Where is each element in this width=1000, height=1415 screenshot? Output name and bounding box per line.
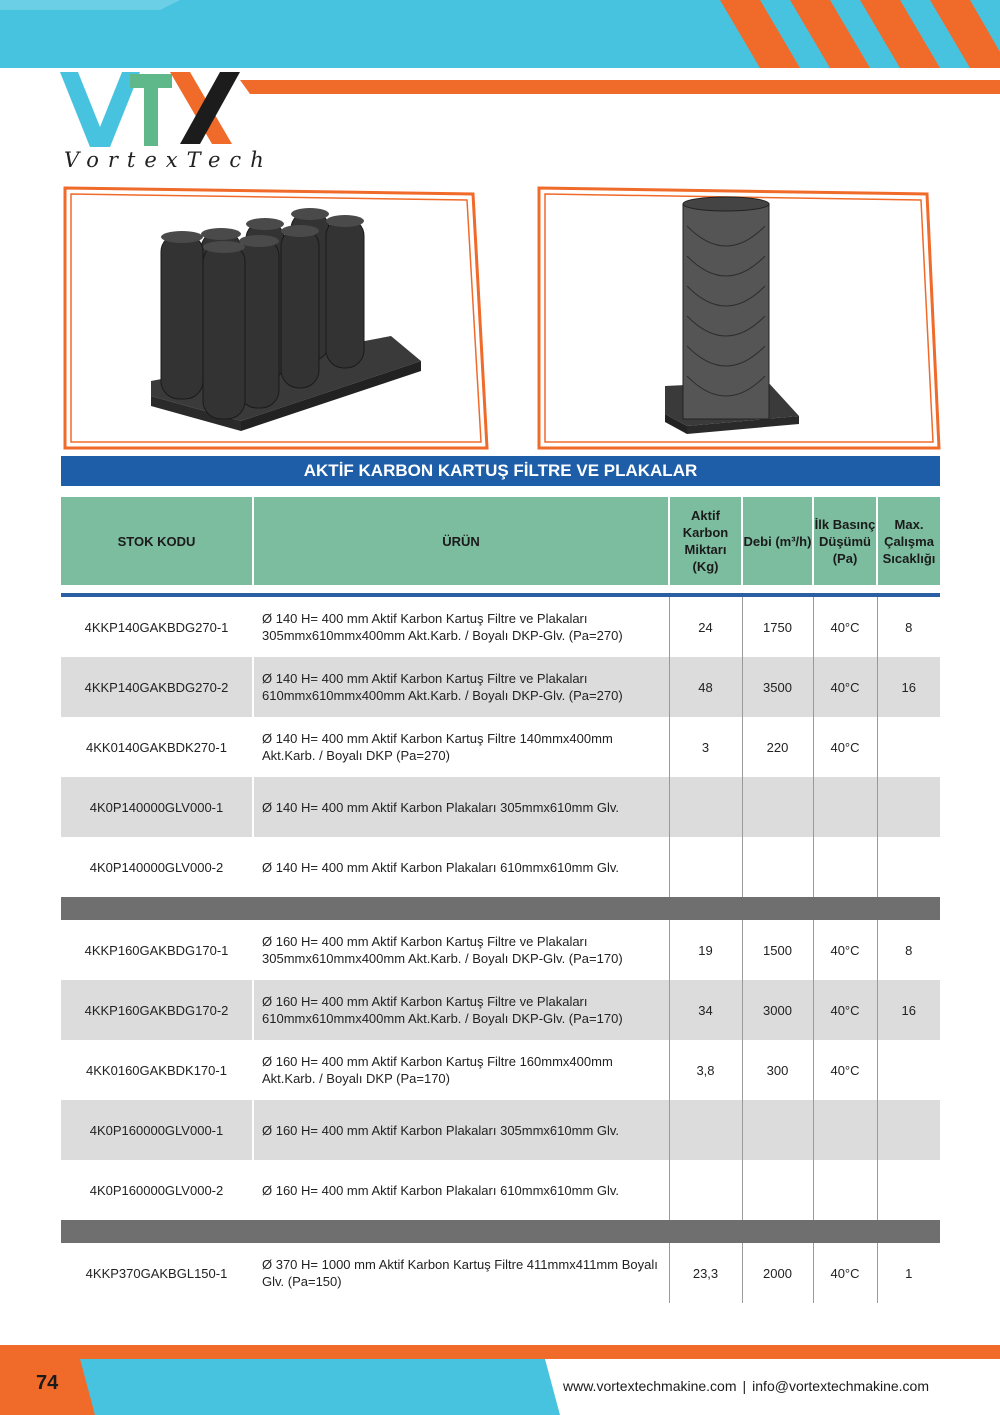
carbon-amount-cell: 23,3: [669, 1243, 742, 1303]
carbon-amount-cell: [669, 837, 742, 897]
flow-rate-cell: 3500: [742, 657, 813, 717]
group-divider-cell: [61, 1220, 940, 1243]
pressure-drop-cell: [813, 1160, 877, 1220]
stock-code-cell: 4K0P140000GLV000-1: [61, 777, 253, 837]
product-cell: Ø 160 H= 400 mm Aktif Karbon Kartuş Filtre ve Plakaları 610mmx610mmx400mm Akt.Karb. / Boyalı DKP-Glv. (Pa=170): [253, 980, 669, 1040]
product-cell: Ø 140 H= 400 mm Aktif Karbon Kartuş Filtre 140mmx400mm Akt.Karb. / Boyalı DKP (Pa=270): [253, 717, 669, 777]
pressure-drop-cell: 40°C: [813, 657, 877, 717]
pressure-drop-cell: 40°C: [813, 1040, 877, 1100]
carbon-amount-cell: 48: [669, 657, 742, 717]
max-temp-cell: 16: [877, 657, 940, 717]
table-header-row: [61, 497, 940, 585]
carbon-amount-cell: 3: [669, 717, 742, 777]
product-cell: Ø 160 H= 400 mm Aktif Karbon Plakaları 305mmx610mm Glv.: [253, 1100, 669, 1160]
flow-rate-cell: 220: [742, 717, 813, 777]
table-row: [61, 837, 940, 897]
product-cell: Ø 160 H= 400 mm Aktif Karbon Plakaları 610mmx610mm Glv.: [253, 1160, 669, 1220]
stock-code-cell: 4KKP140GAKBDG270-2: [61, 657, 253, 717]
header-pressure-drop: İlk Basınç Düşümü (Pa): [813, 497, 877, 585]
header-stock-code: STOK KODU: [61, 497, 253, 585]
max-temp-cell: [877, 777, 940, 837]
flow-rate-cell: 2000: [742, 1243, 813, 1303]
product-cell: Ø 140 H= 400 mm Aktif Karbon Plakaları 305mmx610mm Glv.: [253, 777, 669, 837]
carbon-amount-cell: [669, 1100, 742, 1160]
table-row: [61, 777, 940, 837]
flow-rate-cell: 300: [742, 1040, 813, 1100]
table-row: [61, 920, 940, 980]
vtx-logo-mark: [60, 72, 240, 147]
table-row: [61, 597, 940, 657]
section-title: AKTİF KARBON KARTUŞ FİLTRE VE PLAKALAR: [303, 461, 698, 480]
table-row: [61, 717, 940, 777]
carbon-amount-cell: [669, 777, 742, 837]
email-link[interactable]: info@vortextechmakine.com: [752, 1378, 929, 1394]
pressure-drop-cell: 40°C: [813, 920, 877, 980]
stock-code-cell: 4K0P160000GLV000-2: [61, 1160, 253, 1220]
flow-rate-cell: [742, 1100, 813, 1160]
group-divider: [61, 897, 940, 920]
row-spacer-cell: [61, 585, 940, 593]
flow-rate-cell: 3000: [742, 980, 813, 1040]
footer-separator: |: [742, 1378, 747, 1394]
carbon-amount-cell: [669, 1160, 742, 1220]
carbon-amount-cell: 24: [669, 597, 742, 657]
page-number: 74: [36, 1372, 59, 1394]
product-cell: Ø 160 H= 400 mm Aktif Karbon Kartuş Filtre 160mmx400mm Akt.Karb. / Boyalı DKP (Pa=170): [253, 1040, 669, 1100]
carbon-amount-cell: 3,8: [669, 1040, 742, 1100]
table-row: [61, 1100, 940, 1160]
header-max-temp: Max. Çalışma Sıcaklığı: [877, 497, 940, 585]
flow-rate-cell: [742, 837, 813, 897]
stock-code-cell: 4KKP140GAKBDG270-1: [61, 597, 253, 657]
max-temp-cell: [877, 1040, 940, 1100]
pressure-drop-cell: [813, 777, 877, 837]
pressure-drop-cell: 40°C: [813, 597, 877, 657]
group-divider-cell: [61, 897, 940, 920]
brand-name: VortexTech: [64, 148, 273, 172]
flow-rate-cell: [742, 1160, 813, 1220]
product-cell: Ø 370 H= 1000 mm Aktif Karbon Kartuş Filtre 411mmx411mm Boyalı Glv. (Pa=150): [253, 1243, 669, 1303]
stock-code-cell: 4KK0140GAKBDK270-1: [61, 717, 253, 777]
section-title-bar: [61, 456, 940, 486]
stock-code-cell: 4KK0160GAKBDK170-1: [61, 1040, 253, 1100]
flow-rate-cell: 1500: [742, 920, 813, 980]
flow-rate-cell: [742, 777, 813, 837]
carbon-amount-cell: 19: [669, 920, 742, 980]
top-orange-line: [240, 80, 1000, 94]
website-link[interactable]: www.vortextechmakine.com: [563, 1378, 737, 1394]
product-table: [61, 497, 940, 1303]
max-temp-cell: [877, 1100, 940, 1160]
product-cell: Ø 160 H= 400 mm Aktif Karbon Kartuş Filtre ve Plakaları 305mmx610mmx400mm Akt.Karb. / Boyalı DKP-Glv. (Pa=170): [253, 920, 669, 980]
table-row: [61, 657, 940, 717]
table-row: [61, 980, 940, 1040]
max-temp-cell: [877, 1160, 940, 1220]
header-carbon-amount: Aktif Karbon Miktarı (Kg): [669, 497, 742, 585]
product-cell: Ø 140 H= 400 mm Aktif Karbon Kartuş Filtre ve Plakaları 305mmx610mmx400mm Akt.Karb. / Boyalı DKP-Glv. (Pa=270): [253, 597, 669, 657]
table-row: [61, 1040, 940, 1100]
table-row: [61, 1243, 940, 1303]
brand-logo: [60, 72, 273, 182]
pressure-drop-cell: 40°C: [813, 1243, 877, 1303]
product-cell: Ø 140 H= 400 mm Aktif Karbon Plakaları 610mmx610mm Glv.: [253, 837, 669, 897]
max-temp-cell: 8: [877, 597, 940, 657]
single-carbon-cartridge-image: [537, 186, 941, 452]
stock-code-cell: 4KKP370GAKBGL150-1: [61, 1243, 253, 1303]
pressure-drop-cell: 40°C: [813, 717, 877, 777]
flow-rate-cell: 1750: [742, 597, 813, 657]
stock-code-cell: 4KKP160GAKBDG170-1: [61, 920, 253, 980]
pressure-drop-cell: 40°C: [813, 980, 877, 1040]
top-stripe-band: [0, 0, 1000, 68]
stock-code-cell: 4K0P140000GLV000-2: [61, 837, 253, 897]
stock-code-cell: 4KKP160GAKBDG170-2: [61, 980, 253, 1040]
max-temp-cell: 16: [877, 980, 940, 1040]
stock-code-cell: 4K0P160000GLV000-1: [61, 1100, 253, 1160]
carbon-cartridge-filter-plate-image: [61, 186, 491, 452]
pressure-drop-cell: [813, 1100, 877, 1160]
carbon-amount-cell: 34: [669, 980, 742, 1040]
max-temp-cell: 8: [877, 920, 940, 980]
max-temp-cell: 1: [877, 1243, 940, 1303]
table-row: [61, 1160, 940, 1220]
header-product: ÜRÜN: [253, 497, 669, 585]
max-temp-cell: [877, 717, 940, 777]
header-flow-rate: Debi (m³/h): [742, 497, 813, 585]
row-spacer: [61, 585, 940, 593]
footer-contact: [563, 1378, 929, 1394]
pressure-drop-cell: [813, 837, 877, 897]
group-divider: [61, 1220, 940, 1243]
product-cell: Ø 140 H= 400 mm Aktif Karbon Kartuş Filtre ve Plakaları 610mmx610mmx400mm Akt.Karb. / Boyalı DKP-Glv. (Pa=270): [253, 657, 669, 717]
max-temp-cell: [877, 837, 940, 897]
